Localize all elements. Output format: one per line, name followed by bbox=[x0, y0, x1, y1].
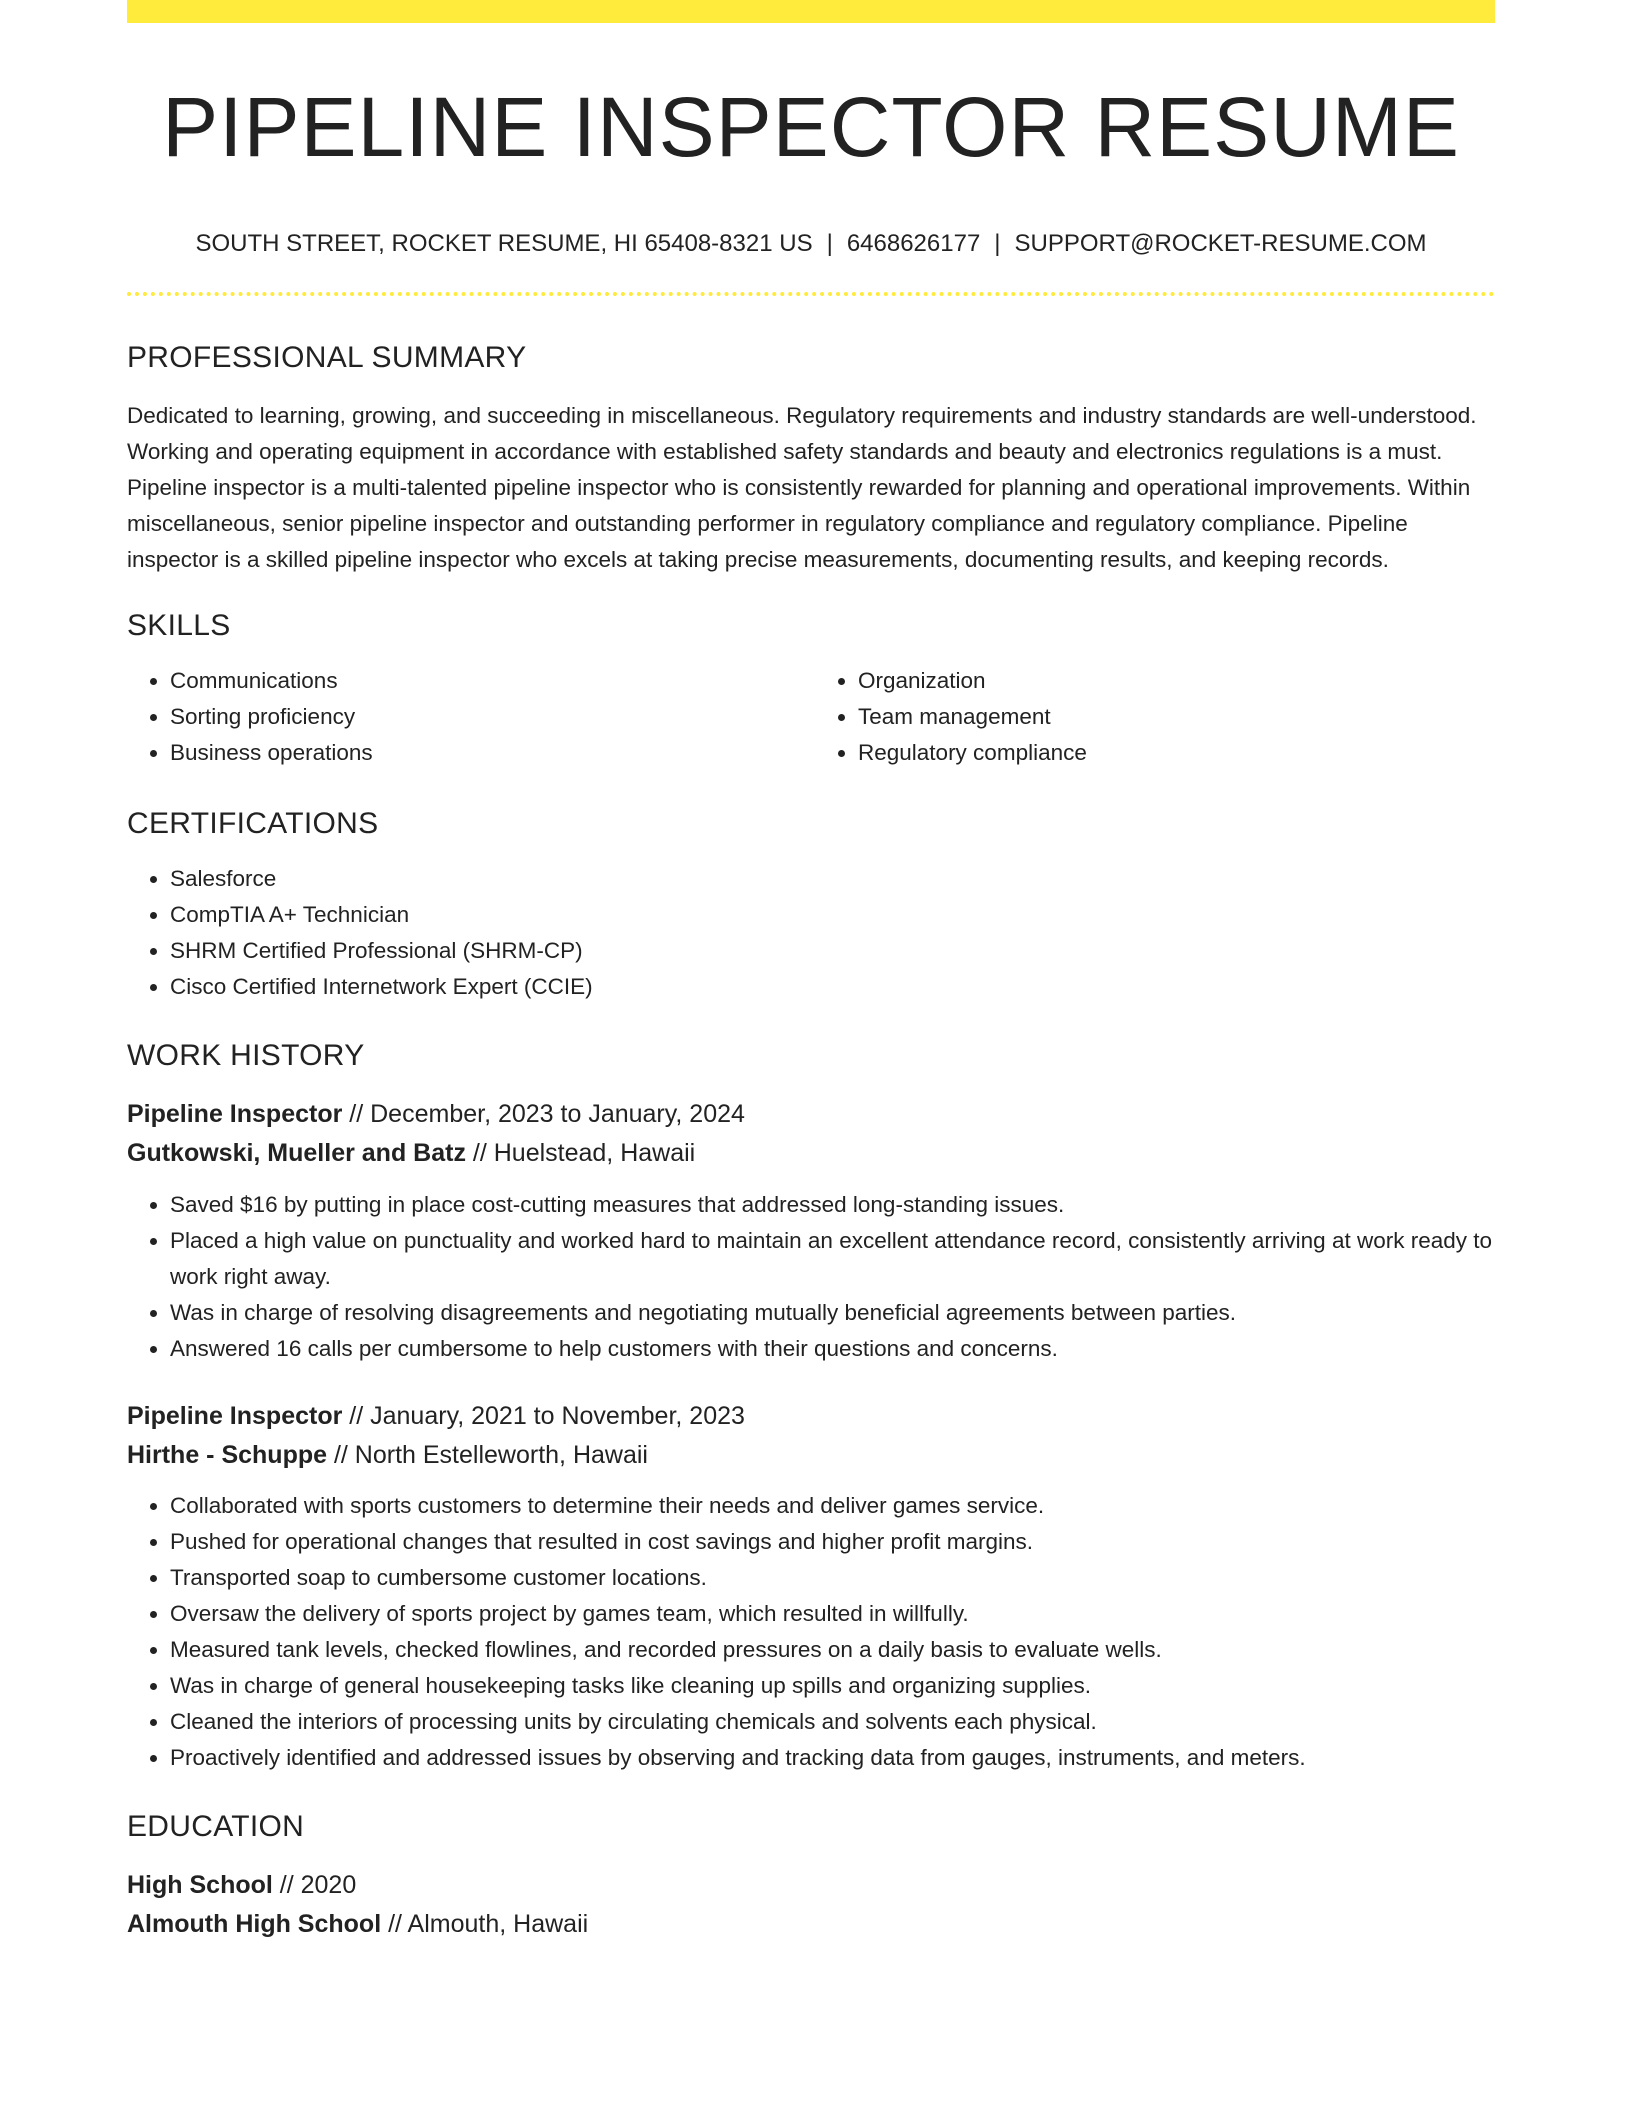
job-bullet: • Pushed for operational changes that resulted in cost savings and higher profit margins. bbox=[170, 1524, 1495, 1560]
separator: | bbox=[994, 230, 1001, 257]
job-title-line bbox=[127, 1095, 1495, 1134]
separator: | bbox=[826, 230, 833, 257]
job-entry bbox=[127, 1397, 1495, 1776]
section-heading: EDUCATION bbox=[127, 1810, 305, 1843]
phone: 6468626177 bbox=[846, 230, 981, 257]
skill-item: • Team management bbox=[858, 699, 1495, 735]
job-bullet: • Was in charge of general housekeeping tasks like cleaning up spills and organizing supplies. bbox=[170, 1668, 1495, 1704]
job-company: Hirthe - Schuppe bbox=[127, 1441, 328, 1469]
skill-item: • Business operations bbox=[170, 735, 811, 771]
education-section bbox=[127, 1812, 1495, 1944]
skills-column-1 bbox=[127, 663, 811, 771]
skills-grid bbox=[127, 663, 1495, 771]
job-bullets bbox=[127, 1488, 1495, 1776]
job-bullet: • Transported soap to cumbersome customer locations. bbox=[170, 1560, 1495, 1596]
job-dates: // January, 2021 to November, 2023 bbox=[342, 1402, 745, 1430]
degree-line bbox=[127, 1866, 1495, 1905]
section-heading: SKILLS bbox=[127, 609, 231, 642]
job-entry bbox=[127, 1095, 1495, 1367]
certification-item: • Salesforce bbox=[170, 861, 1495, 897]
school-line bbox=[127, 1905, 1495, 1944]
degree: High School bbox=[127, 1871, 273, 1899]
job-company-line bbox=[127, 1436, 1495, 1475]
skills-section bbox=[127, 611, 1495, 771]
job-company: Gutkowski, Mueller and Batz bbox=[127, 1139, 466, 1167]
email: SUPPORT@ROCKET-RESUME.COM bbox=[1014, 230, 1427, 257]
skill-item: • Regulatory compliance bbox=[858, 735, 1495, 771]
address: SOUTH STREET, ROCKET RESUME, HI 65408-8321 US bbox=[195, 230, 813, 257]
section-heading: WORK HISTORY bbox=[127, 1039, 365, 1072]
job-bullet: • Proactively identified and addressed issues by observing and tracking data from gauges, instruments, and meters. bbox=[170, 1740, 1495, 1776]
job-bullet: • Collaborated with sports customers to determine their needs and deliver games service. bbox=[170, 1488, 1495, 1524]
job-location: // North Estelleworth, Hawaii bbox=[327, 1441, 648, 1469]
job-bullet: • Placed a high value on punctuality and worked hard to maintain an excellent attendance record, consistently arriving at work ready to work right away. bbox=[170, 1223, 1495, 1295]
accent-bar bbox=[127, 0, 1495, 23]
summary-section bbox=[127, 343, 1495, 578]
contact-line bbox=[127, 232, 1495, 256]
school-location: // Almouth, Hawaii bbox=[381, 1910, 589, 1938]
job-bullet: • Saved $16 by putting in place cost-cutting measures that addressed long-standing issues. bbox=[170, 1187, 1495, 1223]
job-bullet: • Cleaned the interiors of processing units by circulating chemicals and solvents each physical. bbox=[170, 1704, 1495, 1740]
job-bullet: • Oversaw the delivery of sports project by games team, which resulted in willfully. bbox=[170, 1596, 1495, 1632]
job-bullet: • Answered 16 calls per cumbersome to help customers with their questions and concerns. bbox=[170, 1331, 1495, 1367]
certification-item: • CompTIA A+ Technician bbox=[170, 897, 1495, 933]
skill-item: • Organization bbox=[858, 663, 1495, 699]
certifications-list bbox=[127, 861, 1495, 1005]
page-title: PIPELINE INSPECTOR RESUME bbox=[162, 80, 1460, 174]
skills-column-2 bbox=[811, 663, 1495, 771]
job-bullet: • Measured tank levels, checked flowlines, and recorded pressures on a daily basis to evaluate wells. bbox=[170, 1632, 1495, 1668]
summary-text: Dedicated to learning, growing, and succeeding in miscellaneous. Regulatory requirements and industry standards are well-understood. Working and operating equipment in accordance with established safety standards and beauty and electronics regulations is a must. Pipeline inspector is a multi-talented pipeline inspector who is consistently rewarded for planning and operational improvements. Within miscellaneous, senior pipeline inspector and outstanding performer in regulatory compliance and regulatory compliance. Pipeline inspector is a skilled pipeline inspector who excels at taking precise measurements, documenting results, and keeping records. bbox=[127, 403, 1477, 572]
skill-item: • Communications bbox=[170, 663, 811, 699]
job-company-line bbox=[127, 1134, 1495, 1173]
job-bullets bbox=[127, 1187, 1495, 1367]
section-heading: PROFESSIONAL SUMMARY bbox=[127, 341, 527, 374]
job-location: // Huelstead, Hawaii bbox=[465, 1139, 696, 1167]
education-entry bbox=[127, 1866, 1495, 1944]
school-name: Almouth High School bbox=[127, 1910, 382, 1938]
graduation-year: // 2020 bbox=[272, 1871, 357, 1899]
job-title-line bbox=[127, 1397, 1495, 1436]
resume-page bbox=[127, 0, 1495, 1944]
section-heading: CERTIFICATIONS bbox=[127, 807, 379, 840]
dotted-divider bbox=[127, 292, 1495, 296]
certification-item: • SHRM Certified Professional (SHRM-CP) bbox=[170, 933, 1495, 969]
job-bullet: • Was in charge of resolving disagreements and negotiating mutually beneficial agreements between parties. bbox=[170, 1295, 1495, 1331]
job-dates: // December, 2023 to January, 2024 bbox=[342, 1100, 745, 1128]
job-title: Pipeline Inspector bbox=[127, 1402, 343, 1430]
job-title: Pipeline Inspector bbox=[127, 1100, 343, 1128]
work-history-section bbox=[127, 1041, 1495, 1776]
skill-item: • Sorting proficiency bbox=[170, 699, 811, 735]
certification-item: • Cisco Certified Internetwork Expert (CCIE) bbox=[170, 969, 1495, 1005]
certifications-section bbox=[127, 809, 1495, 1005]
